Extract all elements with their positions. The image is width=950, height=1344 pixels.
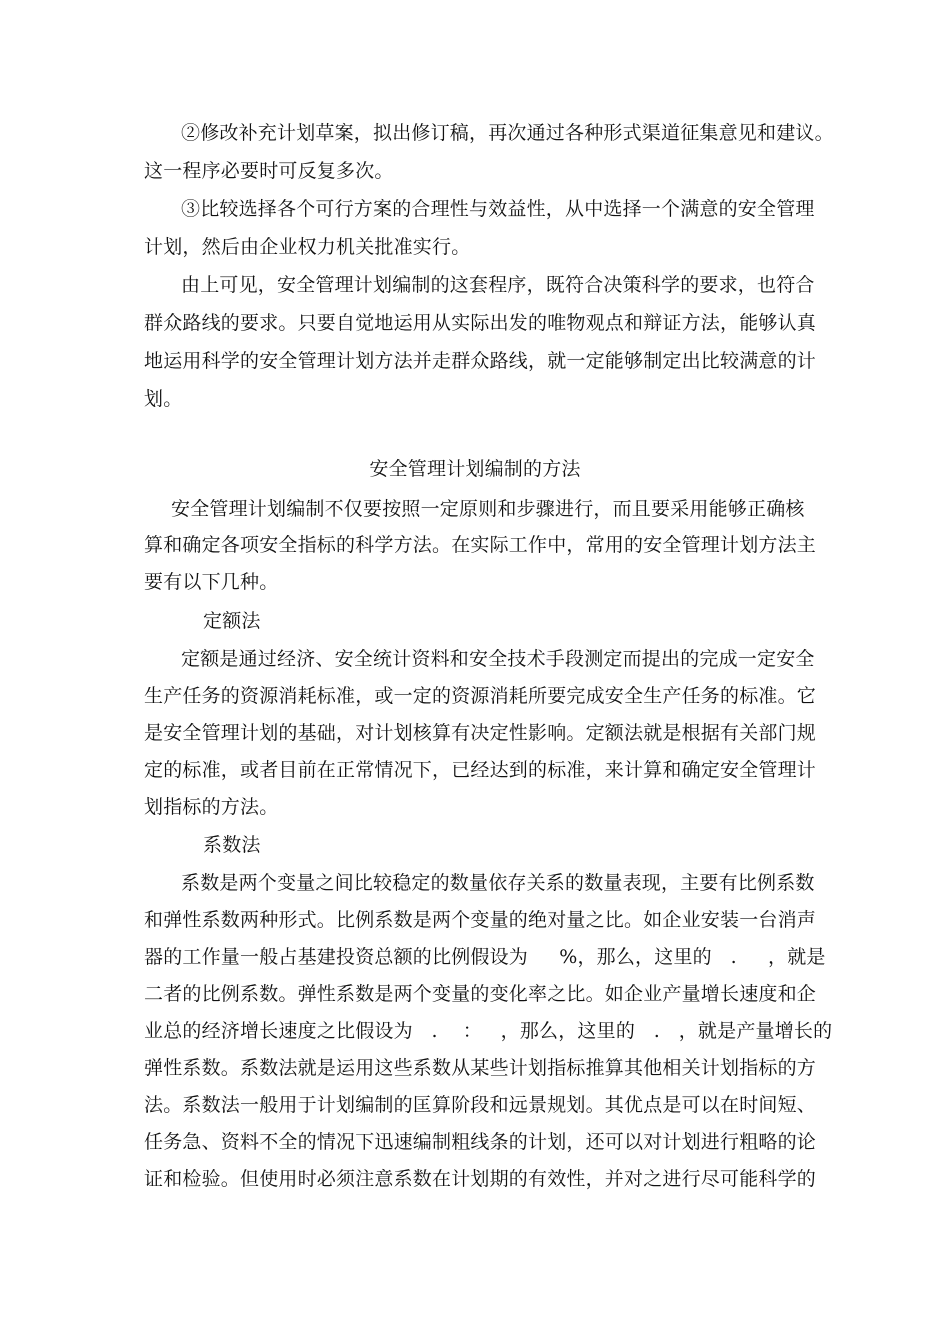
- text-line: ③比较选择各个可行方案的合理性与效益性，从中选择一个满意的安全管理: [181, 198, 815, 220]
- text-line: 任务急、资料不全的情况下迅速编制粗线条的计划，还可以对计划进行粗略的论: [144, 1131, 817, 1153]
- text-line: 证和检验。但使用时必须注意系数在计划期的有效性，并对之进行尽可能科学的: [144, 1168, 817, 1190]
- text-line: 算和确定各项安全指标的科学方法。在实际工作中，常用的安全管理计划方法主: [144, 534, 817, 556]
- text-line: 划。: [144, 388, 183, 410]
- text-line: 弹性系数。系数法就是运用这些系数从某些计划指标推算其他相关计划指标的方: [144, 1057, 817, 1079]
- text-line: 二者的比例系数。弹性系数是两个变量的变化率之比。如企业产量增长速度和企: [144, 983, 817, 1005]
- text-line: 要有以下几种。: [144, 571, 279, 593]
- subheading-coefficient-method: 系数法: [203, 834, 261, 856]
- text-line: 安全管理计划编制不仅要按照一定原则和步骤进行，而且要采用能够正确核: [171, 498, 805, 520]
- text-line: 定的标准，或者目前在正常情况下，已经达到的标准，来计算和确定安全管理计: [144, 759, 817, 781]
- text-line: 地运用科学的安全管理计划方法并走群众路线，就一定能够制定出比较满意的计: [144, 350, 817, 372]
- text-line: 和弹性系数两种形式。比例系数是两个变量的绝对量之比。如企业安装一台消声: [144, 909, 817, 931]
- text-line: 由上可见，安全管理计划编制的这套程序，既符合决策科学的要求，也符合: [181, 274, 815, 296]
- text-line: 定额是通过经济、安全统计资料和安全技术手段测定而提出的完成一定安全: [181, 648, 815, 670]
- text-line: 法。系数法一般用于计划编制的匡算阶段和远景规划。其优点是可以在时间短、: [144, 1094, 817, 1116]
- text-line: ②修改补充计划草案，拟出修订稿，再次通过各种形式渠道征集意见和建议。: [181, 122, 834, 144]
- text-line: 划指标的方法。: [144, 796, 279, 818]
- text-line: 是安全管理计划的基础，对计划核算有决定性影响。定额法就是根据有关部门规: [144, 722, 817, 744]
- subheading-quota-method: 定额法: [203, 610, 261, 632]
- text-line: 群众路线的要求。只要自觉地运用从实际出发的唯物观点和辩证方法，能够认真: [144, 312, 817, 334]
- section-title: 安全管理计划编制的方法: [369, 458, 581, 480]
- text-line: 业总的经济增长速度之比假设为 . ： ，那么，这里的 . ，就是产量增长的: [144, 1020, 833, 1042]
- text-line: 器的工作量一般占基建投资总额的比例假设为 %，那么，这里的 . ，就是: [144, 946, 826, 968]
- text-line: 计划，然后由企业权力机关批准实行。: [144, 236, 471, 258]
- text-line: 这一程序必要时可反复多次。: [144, 160, 394, 182]
- text-line: 系数是两个变量之间比较稳定的数量依存关系的数量表现，主要有比例系数: [181, 872, 815, 894]
- text-line: 生产任务的资源消耗标准，或一定的资源消耗所要完成安全生产任务的标准。它: [144, 685, 817, 707]
